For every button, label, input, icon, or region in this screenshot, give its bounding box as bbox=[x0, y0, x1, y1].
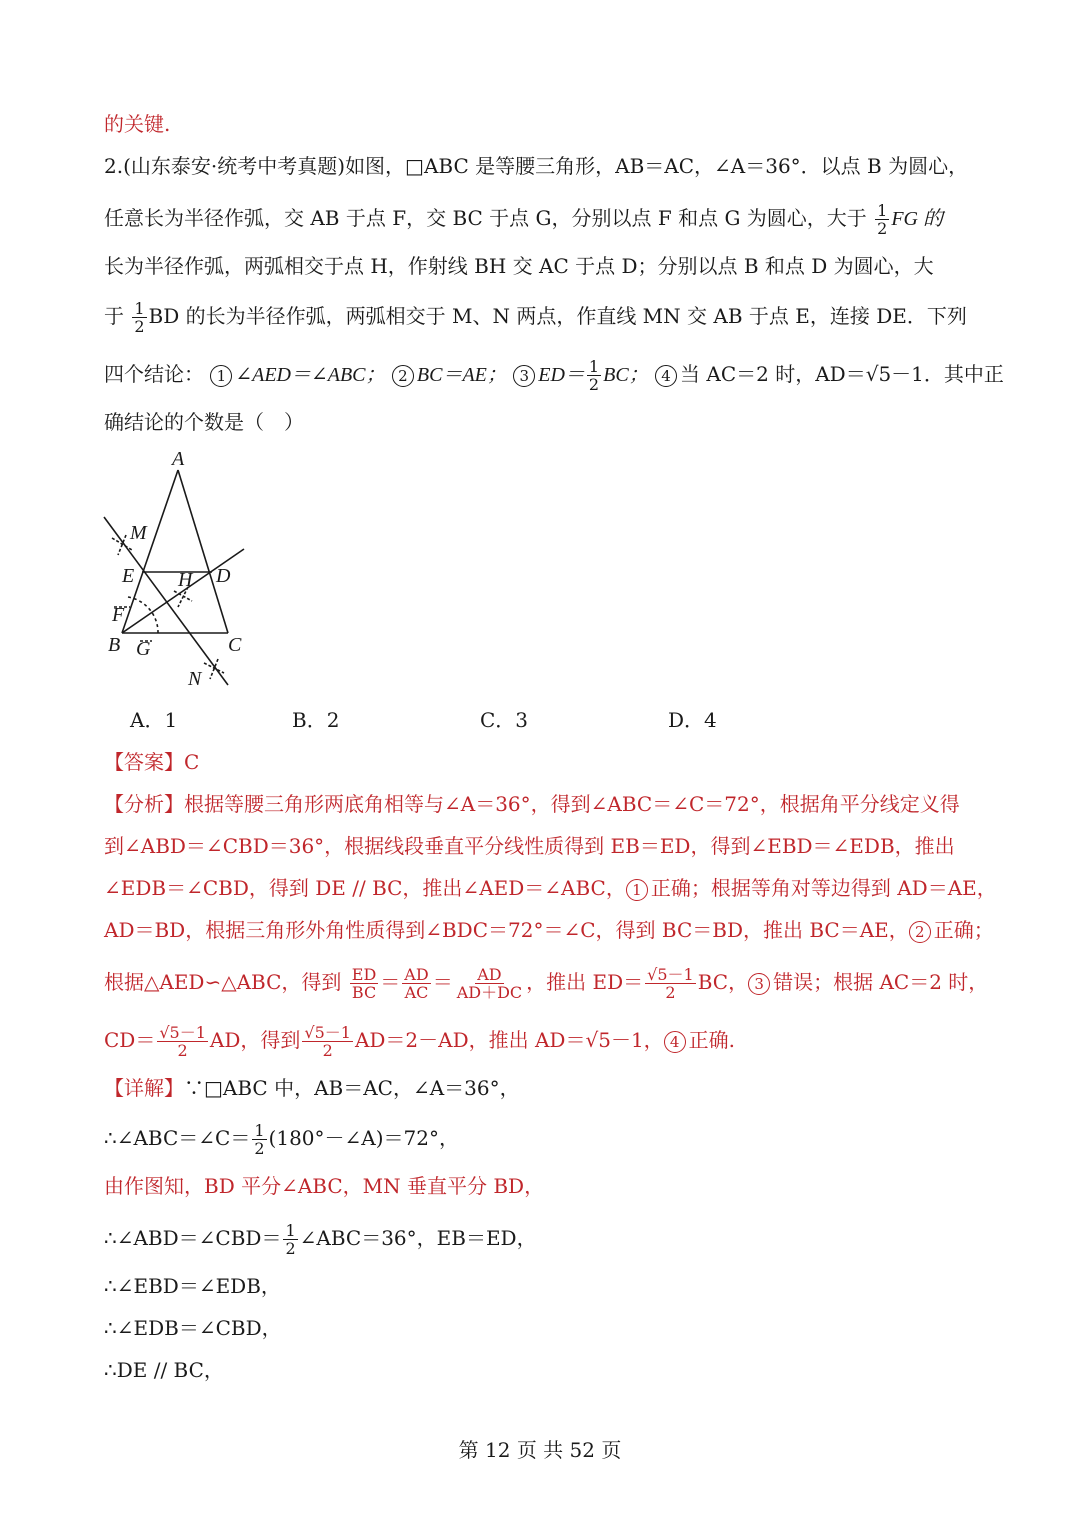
circled-number-3: 3 bbox=[748, 973, 770, 995]
label-d: D bbox=[216, 565, 231, 587]
question-line-2 bbox=[104, 202, 943, 237]
conclusion-2: BC＝AE； bbox=[416, 364, 507, 386]
question-line-5 bbox=[104, 358, 1004, 393]
label-c: C bbox=[228, 634, 242, 656]
detail-line-3 bbox=[104, 1172, 544, 1200]
analysis-text: ∠EDB＝∠CBD，得到 DE // BC，推出∠AED＝∠ABC， bbox=[104, 876, 626, 900]
circled-number-4: 4 bbox=[655, 365, 677, 387]
question-text: 四个结论： bbox=[104, 362, 204, 386]
detail-tag: 【详解】 bbox=[104, 1076, 184, 1100]
analysis-text: AD＝BD，根据三角形外角性质得到∠BDC＝72°＝∠C，得到 BC＝BD，推出 BC＝AE， bbox=[104, 918, 909, 942]
analysis-text: 错误；根据 AC＝2 时， bbox=[773, 970, 989, 994]
detail-text: ∴∠ABC＝∠C＝ bbox=[104, 1126, 251, 1150]
label-b: B bbox=[108, 634, 121, 656]
question-text: 长为半径作弧，两弧相交于点 H，作射线 BH 交 AC 于点 D；分别以点 B 和点 D 为圆心，大 bbox=[104, 254, 934, 278]
detail-line-7 bbox=[104, 1356, 224, 1384]
fraction-ed-bc: $\frac{ED}{BC}$ bbox=[351, 965, 377, 1002]
fraction-half: $\frac{1}{2}$ bbox=[254, 1121, 265, 1158]
label-n: N bbox=[188, 668, 202, 690]
detail-line-2 bbox=[104, 1122, 459, 1157]
circled-number-1: 1 bbox=[210, 365, 232, 387]
analysis-text: 根据等腰三角形两底角相等与∠A＝36°，得到∠ABC＝∠C＝72°，根据角平分线定义得 bbox=[184, 792, 960, 816]
conclusion-3-end: BC； bbox=[603, 364, 649, 386]
circled-number-2: 2 bbox=[909, 921, 931, 943]
answer-value: C bbox=[184, 750, 200, 774]
detail-line-4 bbox=[104, 1222, 537, 1257]
fraction-ad-sum: $\frac{AD}{AD+DC}$ bbox=[456, 965, 523, 1002]
detail-text: ∴DE // BC， bbox=[104, 1358, 224, 1382]
detail-line-5 bbox=[104, 1272, 281, 1300]
option-c[interactable]: C．3 bbox=[480, 708, 529, 732]
circled-number-1: 1 bbox=[626, 879, 648, 901]
detail-text: ∴∠ABD＝∠CBD＝ bbox=[104, 1226, 282, 1250]
detail-text: 由作图知，BD 平分∠ABC，MN 垂直平分 BD， bbox=[104, 1174, 545, 1198]
conclusion-1: ∠AED＝∠ABC； bbox=[235, 364, 386, 386]
option-b[interactable]: B．2 bbox=[292, 708, 340, 732]
question-line-6 bbox=[104, 408, 304, 436]
continued-text: 的关键. bbox=[104, 112, 171, 136]
label-f: F bbox=[112, 604, 125, 626]
analysis-text: CD＝ bbox=[104, 1028, 156, 1052]
fraction-sqrt5: $\frac{√5-1}{2}$ bbox=[647, 965, 694, 1002]
label-e: E bbox=[122, 565, 135, 587]
question-number: 2. bbox=[104, 154, 124, 178]
fraction-sqrt5: $\frac{√5-1}{2}$ bbox=[304, 1023, 351, 1060]
label-h: H bbox=[178, 569, 193, 591]
analysis-line-5: 根据△AED∽△ABC，得到 $\frac{ED}{BC}$ ＝ $\frac{AD}{AC}$ ＝ $\frac{AD}{AD+DC}$ ，推出 ED＝ $\frac{√5-1}{2}$ BC， 3 错误；根据 AC＝2 时， bbox=[104, 965, 989, 1002]
ray-bh bbox=[122, 549, 244, 633]
circled-number-3: 3 bbox=[513, 365, 535, 387]
question-text: FG 的 bbox=[891, 208, 944, 230]
answer-tag: 【答案】 bbox=[104, 750, 184, 774]
analysis-text: ，推出 ED＝ bbox=[526, 970, 644, 994]
conclusion-3: ED＝ bbox=[538, 364, 585, 386]
question-line-1 bbox=[104, 152, 968, 180]
circled-number-2: 2 bbox=[392, 365, 414, 387]
label-m: M bbox=[130, 522, 147, 544]
detail-text: ∴∠EDB＝∠CBD， bbox=[104, 1316, 282, 1340]
detail-line-1 bbox=[104, 1074, 520, 1102]
detail-text: ∵□ABC 中，AB＝AC，∠A＝36°， bbox=[184, 1076, 520, 1100]
question-text: 如图，□ABC 是等腰三角形，AB＝AC，∠A＝36°．以点 B 为圆心， bbox=[345, 154, 969, 178]
side-ac bbox=[178, 470, 228, 633]
fraction-half: $\frac{1}{2}$ bbox=[285, 1221, 296, 1258]
fraction-half: $\frac{1}{2}$ bbox=[877, 201, 888, 238]
question-text: 任意长为半径作弧，交 AB 于点 F，交 BC 于点 G，分别以点 F 和点 G 为圆心，大于 bbox=[104, 206, 867, 230]
analysis-line-2 bbox=[104, 832, 955, 860]
label-g: G bbox=[136, 638, 151, 660]
option-d[interactable]: D．4 bbox=[668, 708, 717, 732]
question-text: 确结论的个数是（ ） bbox=[104, 410, 304, 434]
fraction-ad-ac: $\frac{AD}{AC}$ bbox=[404, 965, 429, 1002]
analysis-line-1 bbox=[104, 790, 960, 818]
detail-line-6 bbox=[104, 1314, 282, 1342]
option-a[interactable]: A．1 bbox=[130, 708, 178, 732]
triangle-construction-figure bbox=[100, 445, 260, 695]
fraction-half: $\frac{1}{2}$ bbox=[588, 357, 600, 394]
question-source: (山东泰安·统考中考真题) bbox=[123, 154, 346, 178]
analysis-line-6 bbox=[104, 1024, 735, 1059]
analysis-text: AD，得到 bbox=[209, 1028, 301, 1052]
answer-line bbox=[104, 748, 199, 776]
fraction-sqrt5: $\frac{√5-1}{2}$ bbox=[159, 1023, 206, 1060]
analysis-text: 正确； bbox=[933, 918, 994, 942]
question-text: 于 bbox=[104, 304, 124, 328]
conclusion-4: 当 AC＝2 时，AD＝√5－1．其中正 bbox=[680, 362, 1004, 386]
question-line-4 bbox=[104, 300, 967, 335]
detail-text: ∠ABC＝36°，EB＝ED， bbox=[299, 1226, 537, 1250]
analysis-text: 正确. bbox=[688, 1028, 736, 1052]
analysis-line-3 bbox=[104, 874, 997, 902]
analysis-text: AD＝2－AD，推出 AD＝√5－1， bbox=[354, 1028, 664, 1052]
question-line-3 bbox=[104, 252, 934, 280]
circled-number-4: 4 bbox=[664, 1031, 686, 1053]
question-text: BD 的长为半径作弧，两弧相交于 M、N 两点，作直线 MN 交 AB 于点 E，连接 DE．下列 bbox=[148, 304, 967, 328]
analysis-text: 到∠ABD＝∠CBD＝36°，根据线段垂直平分线性质得到 EB＝ED，得到∠EBD＝∠EDB，推出 bbox=[104, 834, 955, 858]
analysis-tag: 【分析】 bbox=[104, 792, 184, 816]
analysis-line-4 bbox=[104, 916, 994, 944]
analysis-text: 根据△AED∽△ABC，得到 bbox=[104, 970, 342, 994]
fraction-half: $\frac{1}{2}$ bbox=[134, 299, 145, 336]
detail-text: (180°－∠A)＝72°， bbox=[268, 1126, 459, 1150]
label-a: A bbox=[172, 448, 185, 470]
detail-text: ∴∠EBD＝∠EDB， bbox=[104, 1274, 281, 1298]
analysis-text: 正确；根据等角对等边得到 AD＝AE， bbox=[650, 876, 997, 900]
analysis-text: BC， bbox=[697, 970, 749, 994]
page-number: 第 12 页 共 52 页 bbox=[458, 1438, 622, 1462]
